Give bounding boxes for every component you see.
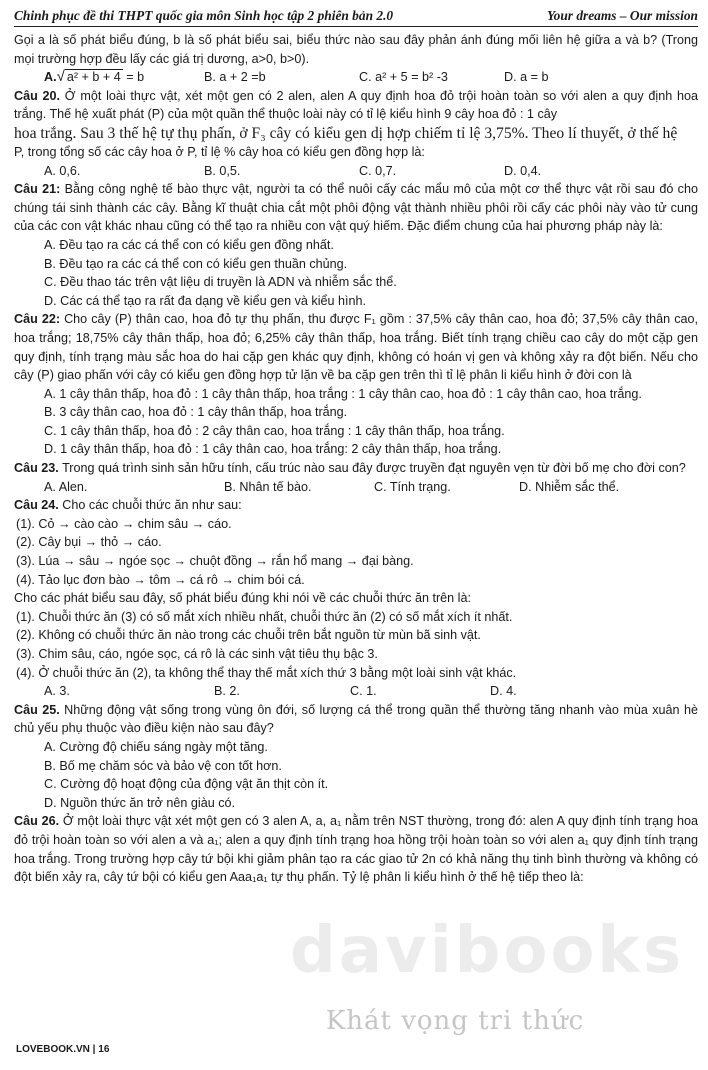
option-a: A. Đều tạo ra các cá thể con có kiểu gen đồng nhất. — [44, 237, 334, 252]
option-b: B. 2. — [214, 684, 240, 699]
question-text: Trong quá trình sinh sản hữu tính, cấu trúc nào sau đây được truyền đạt nguyên vẹn từ đời bố mẹ cho đời con? — [58, 461, 686, 476]
question-number: Câu 21: — [14, 182, 61, 197]
running-header — [14, 4, 698, 27]
option-c: C. Cường độ hoạt động của động vật ăn thịt còn ít. — [44, 777, 329, 792]
food-chain-4: (4). Tảo lục đơn bào → tôm → cá rô → chim bói cá. — [16, 572, 305, 587]
option-b: B. Nhân tế bào. — [224, 479, 312, 494]
food-chain-1: (1). Cỏ → cào cào → chim sâu → cáo. — [16, 516, 232, 531]
option-d: D. 1 cây thân thấp, hoa đỏ : 1 cây thân cao, hoa trắng: 2 cây thân thấp, hoa trắng. — [44, 442, 502, 457]
question-number: Câu 26. — [14, 814, 60, 829]
page-content — [14, 27, 698, 887]
option-c: C. 0,7. — [359, 163, 397, 178]
watermark-slogan: Khát vọng tri thức — [325, 1006, 585, 1036]
header-slogan: Your dreams – Our mission — [546, 8, 698, 24]
question-number: Câu 25. — [14, 702, 60, 717]
document-page — [14, 4, 698, 1062]
intro-option-b: B. a + 2 =b — [204, 70, 266, 85]
option-c: C. 1 cây thân thấp, hoa đỏ : 2 cây thân cao, hoa trắng : 1 cây thân thấp, hoa trắng. — [44, 423, 505, 438]
question-number: Câu 24. — [14, 498, 59, 513]
question-26 — [14, 812, 698, 886]
question-21 — [14, 180, 698, 310]
option-a: A. Cường độ chiếu sáng ngày một tăng. — [44, 739, 268, 754]
answer-options — [14, 478, 698, 497]
option-d: D. 4. — [490, 684, 517, 699]
statement-4: (4). Ở chuỗi thức ăn (2), ta không thể thay thế mắt xích thứ 3 bằng một loài sinh vật khác. — [16, 665, 517, 680]
option-b: B. 0,5. — [204, 163, 241, 178]
question-text: Bằng công nghệ tế bào thực vật, người ta có thể nuôi cấy các mẩu mô của một cơ thể thực vật rồi sau đó cho chúng tái sinh thành các cây. Bằng kĩ thuật chia cắt một phôi động vật thành nhiều phôi rồi cấy các phôi này vào tử cung của các con vật khác nhau cũng có thể tạo ra nhiều con vật quý hiếm. Đặc điểm chung của hai phương pháp này là: — [14, 182, 698, 234]
question-25 — [14, 701, 698, 813]
question-24 — [14, 496, 698, 701]
option-a: A. 1 cây thân thấp, hoa đỏ : 1 cây thân thấp, hoa trắng : 1 cây thân cao, hoa đỏ : 1 cây thân cao, hoa trắng. — [44, 386, 642, 401]
answer-options — [14, 682, 698, 701]
question-22 — [14, 310, 698, 459]
food-chain-3: (3). Lúa → sâu → ngóe sọc → chuột đồng → rắn hổ mang → đại bàng. — [16, 554, 414, 569]
question-text: Ở một loài thực vật, xét một gen có 2 alen, alen A quy định hoa đỏ trội hoàn toàn so với alen a quy định hoa trắng. Thế hệ xuất phát (P) của một quần thể thuộc loài này có tỉ lệ kiểu hình 9 cây hoa đỏ : 1 cây — [14, 88, 698, 122]
question-number: Câu 22: — [14, 312, 61, 327]
watermark-brand: davibooks — [290, 914, 685, 988]
question-text: Những động vật sống trong vùng ôn đới, số lượng cá thể trong quần thể thường tăng nhanh vào mùa xuân hè chủ yếu phụ thuộc vào điều kiện nào sau đây? — [14, 702, 698, 736]
answer-options — [14, 162, 698, 181]
option-a: A. 3. — [44, 684, 70, 699]
option-d: D. Nguồn thức ăn trở nên giàu có. — [44, 795, 236, 810]
option-c: C. Đều thao tác trên vật liệu di truyền là ADN và nhiễm sắc thể. — [44, 275, 397, 290]
page-footer: LOVEBOOK.VN | 16 — [16, 1044, 110, 1055]
option-d: D. 0,4. — [504, 163, 542, 178]
question-text: P, trong tổng số các cây hoa ở P, tỉ lệ % cây hoa có kiểu gen đồng hợp là: — [14, 144, 425, 159]
intro-options — [14, 68, 698, 87]
option-b: B. 3 cây thân cao, hoa đỏ : 1 cây thân thấp, hoa trắng. — [44, 405, 348, 420]
statement-1: (1). Chuỗi thức ăn (3) có số mắt xích nhiều nhất, chuỗi thức ăn (2) có số mắt xích ít nhất. — [16, 609, 513, 624]
question-number: Câu 20. — [14, 88, 61, 103]
question-number: Câu 23. — [14, 461, 59, 476]
statement-2: (2). Không có chuỗi thức ăn nào trong các chuỗi trên bắt nguồn từ mùn bã sinh vật. — [16, 628, 481, 643]
option-b: B. Đều tạo ra các cá thể con có kiểu gen thuần chủng. — [44, 256, 348, 271]
question-text-large: hoa trắng. Sau 3 thế hệ tự thụ phấn, ở F₃ cây có kiểu gen dị hợp chiếm tỉ lệ 3,75%. Theo lí thuyết, ở thế hệ — [14, 124, 678, 142]
question-text: Cho các chuỗi thức ăn như sau: — [58, 498, 242, 513]
intro-question: Gọi a là số phát biểu đúng, b là số phát biểu sai, biểu thức nào sau đây phản ánh đúng mối liên hệ giữa a và b? (Trong mọi trường hợp đều lấy các giá trị dương, a>0, b>0). — [14, 33, 698, 66]
statement-3: (3). Chim sâu, cáo, ngóe sọc, cá rô là các sinh vật tiêu thụ bậc 3. — [16, 647, 378, 661]
question-20 — [14, 87, 698, 180]
intro-option-a: A.√ a² + b + 4 = b — [44, 68, 145, 86]
option-a: A. Alen. — [44, 479, 88, 494]
option-c: C. 1. — [350, 684, 377, 699]
question-prompt: Cho các phát biểu sau đây, số phát biểu đúng khi nói về các chuỗi thức ăn trên là: — [14, 591, 471, 606]
question-text: Ở một loài thực vật xét một gen có 3 alen A, a, a₁ nằm trên NST thường, trong đó: alen A quy định tính trạng hoa đỏ trội hoàn toàn so với alen a và a₁; alen a quy định tính trạng hoa hồng trội hoàn toàn so với alen a₁ quy định tính trạng hoa trắng. Trong trường hợp cây tứ bội khi giảm phân tạo ra các giao tử 2n có khả năng thụ tinh bình thường và không có đột biến xảy ra, cây tứ bội có kiểu gen Aaa₁a₁ tự thụ phấn. Tỷ lệ phân li kiểu hình ở thế hệ tiếp theo là: — [14, 814, 698, 885]
option-a: A. 0,6. — [44, 163, 81, 178]
option-d: D. Các cá thể tạo ra rất đa dạng về kiểu gen và kiểu hình. — [44, 293, 367, 308]
question-text: Cho cây (P) thân cao, hoa đỏ tự thụ phấn, thu được F₁ gồm : 37,5% cây thân cao, hoa đỏ; 37,5% cây thân cao, hoa trắng; 18,75% cây thân thấp, hoa đỏ; 6,25% cây thân thấp, hoa trắng. Biết tính trạng chiều cao cây do một cặp gen quy định, tính trạng màu sắc hoa do hai cặp gen khác quy định, không có hoán vị gen và không xảy ra đột biến. Nếu cho cây (P) giao phấn với cây có kiểu gen đồng hợp tử lặn về ba cặp gen trên thì tỉ lệ phân li kiểu hình ở đời con là — [14, 312, 699, 383]
food-chain-2: (2). Cây bụi → thỏ → cáo. — [16, 535, 162, 550]
header-book-title: Chinh phục đề thi THPT quốc gia môn Sinh học tập 2 phiên bản 2.0 — [14, 8, 394, 24]
intro-option-d: D. a = b — [504, 70, 549, 85]
option-d: D. Nhiễm sắc thể. — [519, 479, 620, 494]
option-b: B. Bố mẹ chăm sóc và bảo vệ con tốt hơn. — [44, 758, 282, 773]
question-23 — [14, 459, 698, 496]
option-c: C. Tính trạng. — [374, 479, 451, 494]
intro-option-c: C. a² + 5 = b² -3 — [359, 70, 448, 85]
